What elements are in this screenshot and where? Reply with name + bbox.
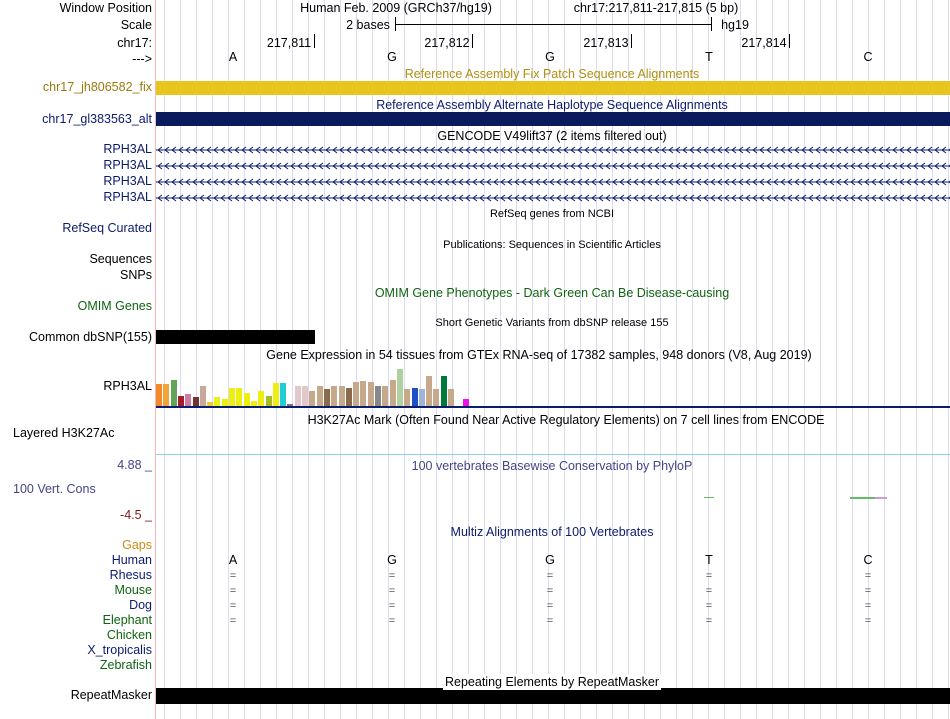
species-label-human[interactable]: Human bbox=[111, 553, 152, 567]
ruler-pos-1: 217,811 bbox=[266, 36, 312, 50]
gtex-tissue-bar[interactable] bbox=[360, 381, 366, 406]
gtex-tissue-bar[interactable] bbox=[441, 376, 447, 406]
chrom-label: chr17: bbox=[117, 36, 152, 50]
phylop-title: 100 vertebrates Basewise Conservation by PhyloP bbox=[411, 459, 693, 473]
ruler-pos-3: 217,813 bbox=[583, 36, 629, 50]
gtex-tissue-bar[interactable] bbox=[178, 396, 184, 406]
gtex-tissue-bar[interactable] bbox=[397, 369, 403, 406]
track-label-panel bbox=[0, 0, 155, 719]
base-5: C bbox=[863, 50, 873, 64]
alignment-cell: = bbox=[705, 585, 713, 597]
alignment-cell: = bbox=[229, 615, 237, 627]
strand-label: ---> bbox=[132, 52, 152, 66]
fix-patch-alignment-bar[interactable] bbox=[156, 81, 950, 95]
dbsnp-label[interactable]: Common dbSNP(155) bbox=[29, 330, 152, 344]
alignment-cell: = bbox=[864, 600, 872, 612]
gtex-tissue-bar[interactable] bbox=[236, 388, 242, 406]
gtex-tissue-bar[interactable] bbox=[273, 383, 279, 406]
gridline bbox=[196, 0, 197, 719]
gtex-tissue-bar[interactable] bbox=[353, 382, 359, 406]
gtex-tissue-bar[interactable] bbox=[295, 386, 301, 406]
gencode-label-4[interactable]: RPH3AL bbox=[103, 190, 152, 204]
gridline bbox=[260, 0, 261, 719]
ruler-tick-1 bbox=[314, 34, 315, 48]
refseq-label[interactable]: RefSeq Curated bbox=[62, 221, 152, 235]
publications-label[interactable]: Sequences bbox=[89, 252, 152, 266]
gtex-tissue-bar[interactable] bbox=[331, 386, 337, 406]
gtex-tissue-bar[interactable] bbox=[419, 389, 425, 406]
alignment-cell: = bbox=[229, 585, 237, 597]
gridline bbox=[244, 0, 245, 719]
alignment-cell: = bbox=[229, 570, 237, 582]
gtex-tissue-bar[interactable] bbox=[214, 397, 220, 406]
dbsnp-title: Short Genetic Variants from dbSNP release 155 bbox=[435, 317, 669, 329]
alignment-cell: = bbox=[388, 600, 396, 612]
ruler-tick-4 bbox=[789, 34, 790, 48]
alignment-cell: T bbox=[705, 553, 713, 567]
multiz-title: Multiz Alignments of 100 Vertebrates bbox=[450, 525, 654, 539]
gridline bbox=[948, 0, 949, 719]
h3k27ac-title: H3K27Ac Mark (Often Found Near Active Regulatory Elements) on 7 cell lines from ENCODE bbox=[307, 413, 825, 427]
gridline bbox=[932, 0, 933, 719]
gtex-title: Gene Expression in 54 tissues from GTEx RNA-seq of 17382 samples, 948 donors (V8, Aug 2019) bbox=[266, 348, 812, 362]
gtex-tissue-bar[interactable] bbox=[200, 386, 206, 406]
ruler-tick-3 bbox=[631, 34, 632, 48]
gtex-tissue-bar[interactable] bbox=[309, 391, 315, 406]
ruler-pos-4: 217,814 bbox=[741, 36, 787, 50]
alignment-cell: G bbox=[545, 553, 555, 567]
ruler-tick-2 bbox=[472, 34, 473, 48]
scale-bases-text: 2 bases bbox=[346, 18, 390, 32]
gtex-tissue-bar[interactable] bbox=[266, 396, 272, 406]
multiz-gaps-label[interactable]: Gaps bbox=[122, 538, 152, 552]
species-label-mouse[interactable]: Mouse bbox=[114, 583, 152, 597]
gtex-tissue-bar[interactable] bbox=[463, 399, 469, 406]
gtex-tissue-bar[interactable] bbox=[302, 386, 308, 406]
dbsnp-variant-bar[interactable] bbox=[156, 330, 315, 344]
gtex-tissue-bar[interactable] bbox=[390, 380, 396, 406]
base-2: G bbox=[387, 50, 397, 64]
gtex-tissue-bar[interactable] bbox=[171, 380, 177, 406]
fix-patch-title: Reference Assembly Fix Patch Sequence Alignments bbox=[404, 67, 700, 81]
alignment-cell: = bbox=[229, 600, 237, 612]
repeatmasker-bar[interactable] bbox=[156, 688, 950, 704]
gtex-bar-chart[interactable] bbox=[156, 362, 950, 406]
gridline bbox=[212, 0, 213, 719]
refseq-title: RefSeq genes from NCBI bbox=[489, 208, 615, 220]
alignment-cell: = bbox=[388, 615, 396, 627]
h3k27ac-signal-line bbox=[156, 454, 950, 455]
phylop-max-label: 4.88 _ bbox=[117, 458, 152, 472]
assembly-text: Human Feb. 2009 (GRCh37/hg19) bbox=[300, 1, 492, 15]
gtex-tissue-bar[interactable] bbox=[193, 397, 199, 406]
h3k27ac-label[interactable]: Layered H3K27Ac bbox=[13, 426, 115, 440]
gridline bbox=[900, 0, 901, 719]
species-label-elephant[interactable]: Elephant bbox=[102, 613, 152, 627]
publications-title: Publications: Sequences in Scientific Articles bbox=[443, 239, 661, 251]
gridline bbox=[884, 0, 885, 719]
gtex-tissue-bar[interactable] bbox=[280, 383, 286, 406]
gtex-tissue-bar[interactable] bbox=[382, 386, 388, 406]
gencode-label-3[interactable]: RPH3AL bbox=[103, 174, 152, 188]
alt-haplotype-title: Reference Assembly Alternate Haplotype Sequence Alignments bbox=[376, 98, 728, 112]
gtex-tissue-bar[interactable] bbox=[368, 382, 374, 406]
gencode-title: GENCODE V49lift37 (2 items filtered out) bbox=[437, 129, 667, 143]
gencode-label-2[interactable]: RPH3AL bbox=[103, 158, 152, 172]
window-position-label: Window Position bbox=[59, 1, 152, 15]
phylop-label[interactable]: 100 Vert. Cons bbox=[13, 482, 96, 496]
base-1: A bbox=[228, 50, 238, 64]
scale-bar-right-tick bbox=[711, 17, 712, 31]
alignment-cell: = bbox=[546, 615, 554, 627]
scale-db-text: hg19 bbox=[721, 18, 749, 32]
species-label-rhesus[interactable]: Rhesus bbox=[109, 568, 152, 582]
ruler-pos-2: 217,812 bbox=[424, 36, 470, 50]
gridline bbox=[164, 0, 165, 719]
phylop-score-mark-1 bbox=[704, 497, 714, 498]
scale-bar bbox=[395, 24, 712, 25]
gencode-label-1[interactable]: RPH3AL bbox=[103, 142, 152, 156]
repeatmasker-title: Repeating Elements by RepeatMasker bbox=[444, 675, 660, 689]
gtex-tissue-bar[interactable] bbox=[448, 389, 454, 406]
gtex-label[interactable]: RPH3AL bbox=[103, 379, 152, 393]
gridline bbox=[852, 0, 853, 719]
track-image-area[interactable] bbox=[156, 0, 950, 719]
species-label-zebrafish[interactable]: Zebrafish bbox=[99, 658, 152, 672]
species-label-xtropicalis[interactable]: X_tropicalis bbox=[87, 643, 152, 657]
alignment-cell: = bbox=[546, 570, 554, 582]
alt-haplotype-alignment-bar[interactable] bbox=[156, 112, 950, 126]
gtex-tissue-bar[interactable] bbox=[404, 389, 410, 406]
gtex-tissue-bar[interactable] bbox=[426, 376, 432, 406]
alt-haplotype-label[interactable]: chr17_gl383563_alt bbox=[42, 112, 152, 126]
alignment-cell: = bbox=[546, 600, 554, 612]
alignment-cell: A bbox=[228, 553, 238, 567]
gtex-tissue-bar[interactable] bbox=[346, 388, 352, 406]
phylop-min-label: -4.5 _ bbox=[120, 508, 152, 522]
gtex-tissue-bar[interactable] bbox=[433, 389, 439, 406]
snps-label[interactable]: SNPs bbox=[120, 268, 152, 282]
species-label-dog[interactable]: Dog bbox=[129, 598, 152, 612]
alignment-cell: = bbox=[388, 585, 396, 597]
gridline bbox=[820, 0, 821, 719]
gtex-tissue-bar[interactable] bbox=[156, 384, 162, 406]
gtex-tissue-bar[interactable] bbox=[412, 388, 418, 406]
alignment-cell: G bbox=[387, 553, 397, 567]
gencode-transcripts[interactable] bbox=[156, 143, 950, 205]
repeatmasker-label[interactable]: RepeatMasker bbox=[70, 688, 152, 702]
omim-title: OMIM Gene Phenotypes - Dark Green Can Be Disease-causing bbox=[374, 286, 730, 300]
phylop-score-mark-3 bbox=[875, 497, 887, 499]
scale-label: Scale bbox=[120, 18, 152, 32]
gridline bbox=[180, 0, 181, 719]
alignment-cell: = bbox=[705, 615, 713, 627]
gtex-tissue-bar[interactable] bbox=[375, 386, 381, 406]
alignment-cell: C bbox=[863, 553, 873, 567]
alignment-cell: = bbox=[864, 585, 872, 597]
position-text: chr17:217,811-217,815 (5 bp) bbox=[573, 1, 739, 15]
gtex-tissue-bar[interactable] bbox=[185, 394, 191, 406]
fix-patch-label[interactable]: chr17_jh806582_fix bbox=[42, 80, 152, 94]
gtex-tissue-bar[interactable] bbox=[244, 393, 250, 406]
alignment-cell: = bbox=[388, 570, 396, 582]
base-4: T bbox=[705, 50, 713, 64]
gtex-baseline bbox=[156, 406, 950, 408]
gtex-tissue-bar[interactable] bbox=[324, 389, 330, 406]
gtex-tissue-bar[interactable] bbox=[317, 386, 323, 406]
alignment-cell: = bbox=[546, 585, 554, 597]
species-label-chicken[interactable]: Chicken bbox=[106, 628, 152, 642]
alignment-cell: = bbox=[864, 615, 872, 627]
gtex-tissue-bar[interactable] bbox=[339, 386, 345, 406]
gtex-tissue-bar[interactable] bbox=[222, 399, 228, 406]
base-3: G bbox=[545, 50, 555, 64]
gtex-tissue-bar[interactable] bbox=[258, 391, 264, 406]
gtex-tissue-bar[interactable] bbox=[163, 384, 169, 406]
gridline bbox=[836, 0, 837, 719]
alignment-cell: = bbox=[705, 600, 713, 612]
alignment-cell: = bbox=[864, 570, 872, 582]
gtex-tissue-bar[interactable] bbox=[229, 388, 235, 406]
omim-label[interactable]: OMIM Genes bbox=[77, 299, 152, 313]
gridline bbox=[916, 0, 917, 719]
alignment-cell: = bbox=[705, 570, 713, 582]
